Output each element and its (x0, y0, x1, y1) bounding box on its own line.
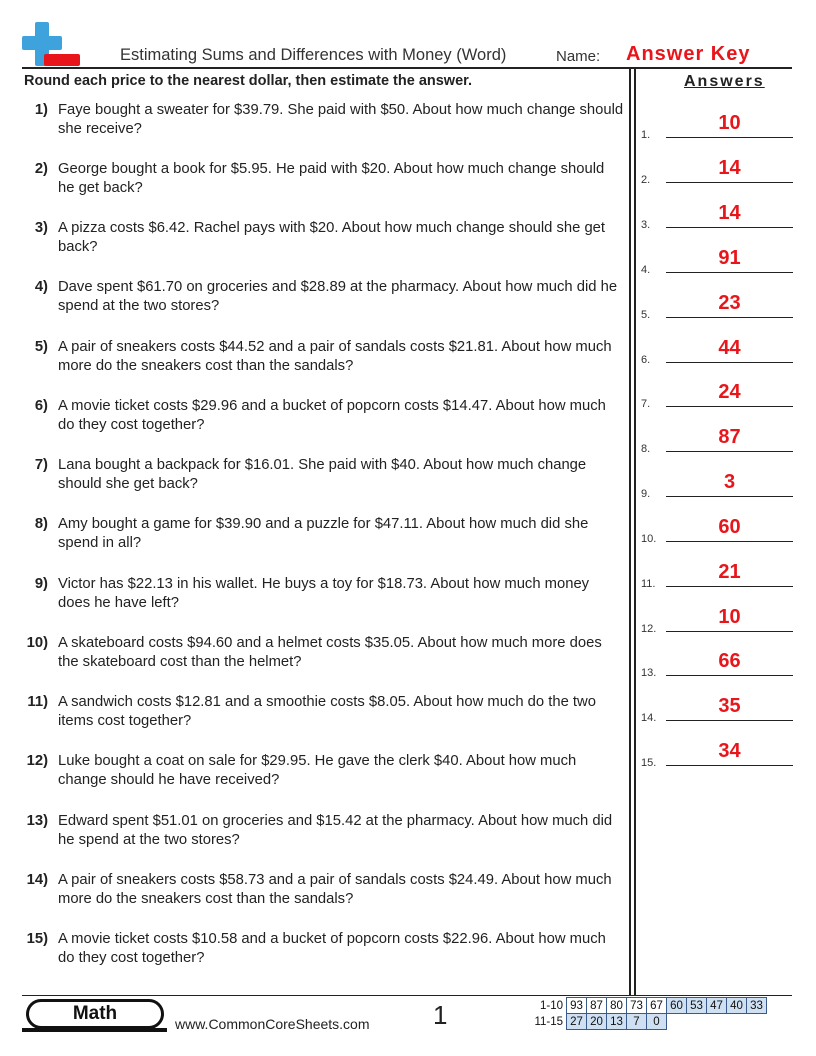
column-divider-right (634, 68, 636, 996)
answer-value: 3 (723, 471, 736, 493)
answer-value: 21 (718, 561, 741, 583)
score-row-label: 11-15 (534, 1015, 563, 1028)
answer-row (641, 337, 793, 366)
problem-number: 13) (26, 813, 48, 829)
answer-value: 14 (718, 202, 741, 224)
problem-number: 14) (26, 872, 48, 888)
problem-number: 6) (34, 398, 48, 414)
problem-text: A skateboard costs $94.60 and a helmet costs $35.05. About how much more does the skateboard cost than the helmet? (58, 635, 602, 670)
problem-item (24, 338, 624, 376)
problem-item (24, 693, 624, 731)
footer-divider (22, 995, 792, 996)
problem-text: Dave spent $61.70 on groceries and $28.89 at the pharmacy. About how much did he spend at the two stores? (58, 279, 618, 314)
answer-label: 1. (641, 129, 651, 141)
score-cell: 0 (647, 1014, 667, 1030)
score-cell: 33 (747, 998, 767, 1014)
answer-value: 87 (718, 426, 741, 448)
problem-text: A pizza costs $6.42. Rachel pays with $20. About how much change should she get back? (58, 220, 606, 255)
problem-text: Lana bought a backpack for $16.01. She paid with $40. About how much change should she get back? (58, 457, 587, 492)
answer-label: 9. (641, 488, 651, 500)
answer-line (666, 406, 793, 407)
answer-label: 2. (641, 174, 651, 186)
answer-line (666, 182, 793, 183)
problem-number: 11) (27, 694, 48, 710)
answer-label: 7. (641, 398, 651, 410)
answer-line (666, 765, 793, 766)
instructions: Round each price to the nearest dollar, then estimate the answer. (24, 73, 473, 89)
page-number: 1 (433, 1000, 448, 1030)
answer-line (666, 541, 793, 542)
problem-text: George bought a book for $5.95. He paid with $20. About how much change should he get back? (58, 161, 605, 196)
answer-value: 24 (718, 381, 741, 403)
answer-label: 15. (641, 757, 657, 769)
answer-value: 23 (718, 292, 741, 314)
score-cell: 53 (687, 998, 707, 1014)
answer-row (641, 740, 793, 769)
problem-item (24, 456, 624, 494)
problem-text: Edward spent $51.01 on groceries and $15.42 at the pharmacy. About how much did he spend at the two stores? (58, 813, 613, 848)
score-cell: 27 (567, 1014, 587, 1030)
score-row (527, 1014, 767, 1030)
answer-value: 66 (718, 650, 741, 672)
answer-line (666, 227, 793, 228)
answer-row (641, 381, 793, 410)
problem-item (24, 160, 624, 198)
answer-line (666, 586, 793, 587)
problem-item (24, 515, 624, 553)
plus-minus-logo-icon (22, 22, 82, 72)
answer-row (641, 157, 793, 186)
answer-row (641, 112, 793, 141)
answer-row (641, 426, 793, 455)
problem-text: Victor has $22.13 in his wallet. He buys a toy for $18.73. About how much money does he have left? (58, 576, 590, 611)
score-cell: 13 (607, 1014, 627, 1030)
score-cell: 93 (567, 998, 587, 1014)
answers-heading: Answers (684, 73, 765, 90)
answer-line (666, 272, 793, 273)
answer-line (666, 496, 793, 497)
answer-label: 8. (641, 443, 651, 455)
answer-value: 60 (718, 516, 741, 538)
answer-line (666, 362, 793, 363)
answer-label: 6. (641, 354, 651, 366)
score-cell: 20 (587, 1014, 607, 1030)
problem-item (24, 101, 624, 139)
score-row-label: 1-10 (539, 999, 563, 1012)
problem-text: A movie ticket costs $10.58 and a bucket of popcorn costs $22.96. About how much do they cost together? (58, 931, 606, 966)
problem-text: Amy bought a game for $39.90 and a puzzle for $47.11. About how much did she spend in all? (58, 516, 589, 551)
name-label: Name: (556, 48, 601, 65)
answer-label: 12. (641, 623, 657, 635)
answer-value: 14 (718, 157, 741, 179)
problem-text: A pair of sneakers costs $58.73 and a pair of sandals costs $24.49. About how much more do the sneakers cost than the sandals? (58, 872, 612, 907)
answer-row (641, 471, 793, 500)
answer-label: 11. (641, 578, 656, 590)
score-cell: 40 (727, 998, 747, 1014)
answer-key-label: Answer Key (626, 43, 751, 65)
problem-item (24, 575, 624, 613)
column-divider-left (629, 68, 631, 996)
problem-number: 15) (26, 931, 48, 947)
answer-row (641, 561, 793, 590)
score-row (527, 998, 767, 1014)
worksheet-title: Estimating Sums and Differences with Money (Word) (120, 46, 507, 64)
answer-line (666, 317, 793, 318)
score-cell: 87 (587, 998, 607, 1014)
score-cell: 80 (607, 998, 627, 1014)
answer-label: 13. (641, 667, 657, 679)
problem-number: 10) (26, 635, 48, 651)
problem-number: 4) (34, 279, 48, 295)
score-table (527, 997, 767, 1030)
problem-item (24, 278, 624, 316)
problem-item (24, 219, 624, 257)
problem-number: 8) (34, 516, 48, 532)
answer-row (641, 292, 793, 321)
problem-number: 9) (34, 576, 48, 592)
answer-row (641, 650, 793, 679)
problem-text: A pair of sneakers costs $44.52 and a pair of sandals costs $21.81. About how much more do the sneakers cost than the sandals? (58, 339, 612, 374)
answer-line (666, 720, 793, 721)
answer-row (641, 247, 793, 276)
problem-text: A sandwich costs $12.81 and a smoothie costs $8.05. About how much do the two items cost together? (58, 694, 596, 729)
score-cell: 73 (627, 998, 647, 1014)
problem-number: 5) (34, 339, 48, 355)
website-link[interactable]: www.CommonCoreSheets.com (175, 1016, 370, 1032)
subject-underline (22, 1028, 167, 1032)
answer-value: 35 (718, 695, 741, 717)
score-cell: 47 (707, 998, 727, 1014)
answer-row (641, 516, 793, 545)
answer-value: 10 (718, 112, 741, 134)
answer-value: 10 (718, 606, 741, 628)
answer-line (666, 451, 793, 452)
answer-line (666, 631, 793, 632)
problem-number: 2) (34, 161, 48, 177)
answer-label: 5. (641, 309, 651, 321)
score-cell: 7 (627, 1014, 647, 1030)
answer-value: 44 (718, 337, 741, 359)
score-cell: 67 (647, 998, 667, 1014)
answer-line (666, 675, 793, 676)
problem-item (24, 930, 624, 968)
answer-row (641, 695, 793, 724)
answer-value: 34 (718, 740, 741, 762)
problem-item (24, 812, 624, 850)
problem-item (24, 871, 624, 909)
answer-label: 14. (641, 712, 657, 724)
problem-item (24, 634, 624, 672)
answer-label: 10. (641, 533, 657, 545)
problem-text: Faye bought a sweater for $39.79. She paid with $50. About how much change should she receive? (58, 102, 624, 137)
score-cell: 60 (667, 998, 687, 1014)
subject-badge: Math (26, 999, 164, 1029)
answer-row (641, 202, 793, 231)
problem-text: A movie ticket costs $29.96 and a bucket of popcorn costs $14.47. About how much do they cost together? (58, 398, 606, 433)
problem-text: Luke bought a coat on sale for $29.95. He gave the clerk $40. About how much change should he have received? (58, 753, 577, 788)
answer-label: 4. (641, 264, 651, 276)
problem-item (24, 397, 624, 435)
answer-label: 3. (641, 219, 651, 231)
problem-number: 12) (26, 753, 48, 769)
problem-number: 1) (34, 102, 48, 118)
answer-row (641, 606, 793, 635)
answer-value: 91 (718, 247, 741, 269)
answer-line (666, 137, 793, 138)
problem-number: 7) (34, 457, 48, 473)
problem-item (24, 752, 624, 790)
header-divider (22, 67, 792, 69)
problem-number: 3) (34, 220, 48, 236)
